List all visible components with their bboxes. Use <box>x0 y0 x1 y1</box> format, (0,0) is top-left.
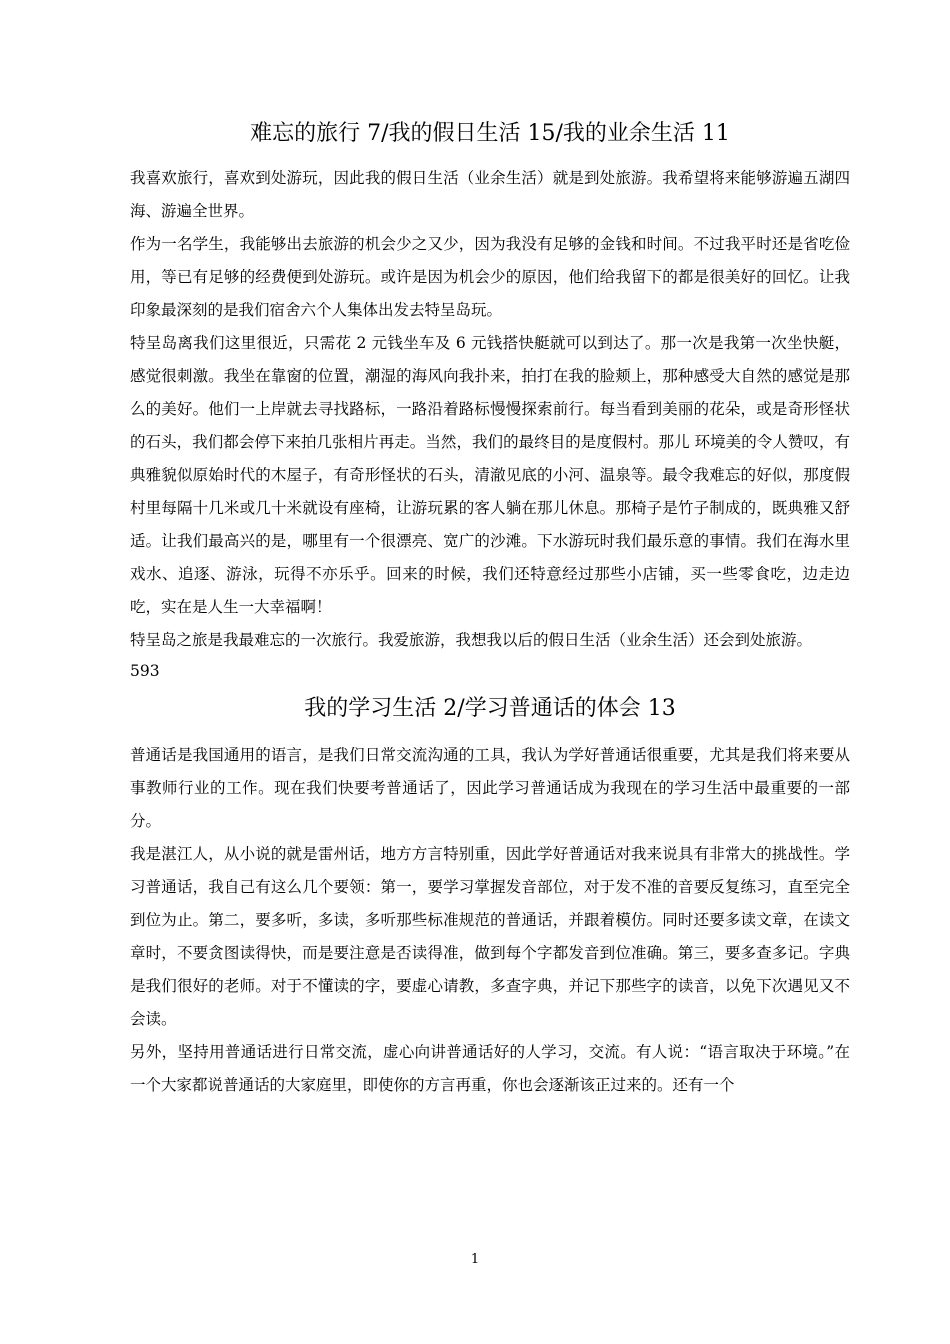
paragraph: 另外，坚持用普通话进行日常交流，虚心向讲普通话好的人学习，交流。有人说：“语言取决于环境。”在一个大家都说普通话的大家庭里，即使你的方言再重，你也会逐渐该正过来的。还有一个 <box>130 1043 850 1094</box>
trailing-number: 593 <box>130 662 160 680</box>
paragraph: 普通话是我国通用的语言，是我们日常交流沟通的工具，我认为学好普通话很重要，尤其是我们将来要从事教师行业的工作。现在我们快要考普通话了，因此学习普通话成为我现在的学习生活中最重要的一部分。 <box>130 746 850 830</box>
paragraph: 我喜欢旅行，喜欢到处游玩，因此我的假日生活（业余生活）就是到处旅游。我希望将来能够游遍五湖四海、游遍全世界。 <box>130 169 850 220</box>
paragraph: 特呈岛之旅是我最难忘的一次旅行。我爱旅游，我想我以后的假日生活（业余生活）还会到处旅游。 <box>130 631 813 649</box>
section-title-travel: 难忘的旅行 7/我的假日生活 15/我的业余生活 11 <box>250 121 730 146</box>
paragraph: 特呈岛离我们这里很近，只需花 2 元钱坐车及 6 元钱搭快艇就可以到达了。那一次是我第一次坐快艇，感觉很刺激。我坐在靠窗的位置，潮湿的海风向我扑来，拍打在我的脸颊上，那种感受大自然的感觉是那么的美好。他们一上岸就去寻找路标，一路沿着路标慢慢探索前行。每当看到美丽的花朵，或是奇形怪状的石头，我们都会停下来拍几张相片再走。当然，我们的最终目的是度假村。那儿 环境美的令人赞叹，有典雅貌似原始时代的木屋子，有奇形怪状的石头，清澈见底的小河、温泉等。最令我难忘的好似，那度假村里每隔十几米或几十米就设有座椅，让游玩累的客人躺在那儿休息。那椅子是竹子制成的，既典雅又舒适。让我们最高兴的是，哪里有一个很漂亮、宽广的沙滩。下水游玩时我们最乐意的事情。我们在海水里戏水、追逐、游泳，玩得不亦乐乎。回来的时候，我们还特意经过那些小店铺，买一些零食吃，边走边吃，实在是人生一大幸福啊！ <box>130 334 850 616</box>
page-number: 1 <box>470 1252 480 1267</box>
paragraph: 作为一名学生，我能够出去旅游的机会少之又少，因为我没有足够的金钱和时间。不过我平时还是省吃俭用，等已有足够的经费便到处游玩。或许是因为机会少的原因，他们给我留下的都是很美好的回忆。让我印象最深刻的是我们宿舍六个人集体出发去特呈岛玩。 <box>130 235 850 319</box>
section-title-study: 我的学习生活 2/学习普通话的体会 13 <box>304 696 676 721</box>
paragraph: 我是湛江人，从小说的就是雷州话，地方方言特别重，因此学好普通话对我来说具有非常大的挑战性。学习普通话，我自己有这么几个要领：第一，要学习掌握发音部位，对于发不准的音要反复练习，直至完全到位为止。第二，要多听，多读，多听那些标准规范的普通话，并跟着模仿。同时还要多读文章，在读文章时，不要贪图读得快，而是要注意是否读得准，做到每个字都发音到位准确。第三，要多查多记。字典是我们很好的老师。对于不懂读的字，要虚心请教，多查字典，并记下那些字的读音，以免下次遇见又不会读。 <box>130 845 850 1028</box>
document-body <box>130 118 850 1102</box>
